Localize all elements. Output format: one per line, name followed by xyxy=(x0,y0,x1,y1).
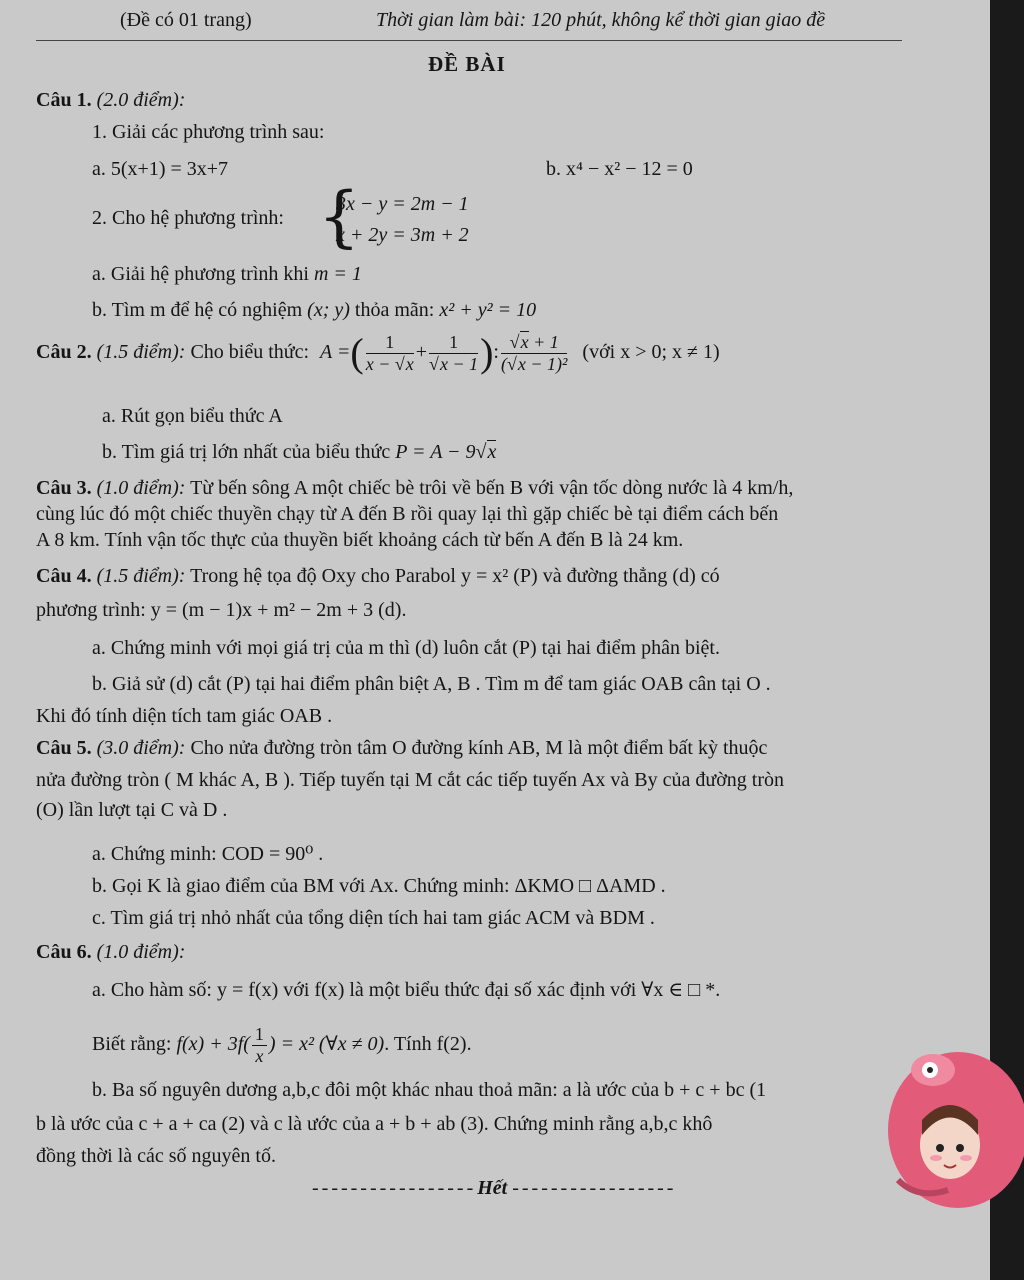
q1-part2-b-math2: x² + y² = 10 xyxy=(439,299,537,321)
q4-line1 xyxy=(36,564,720,588)
q2-colon: : xyxy=(493,340,499,363)
q4-line2: phương trình: y = (m − 1)x + m² − 2m + 3 (d). xyxy=(36,599,407,621)
q1-part1-b: b. x⁴ − x² − 12 = 0 xyxy=(546,158,693,180)
q2-part-b-math: P = A − 9 xyxy=(395,441,476,463)
q4-part-b2: Khi đó tính diện tích tam giác OAB . xyxy=(36,705,333,727)
q6-given-pre: Biết rằng: xyxy=(92,1032,172,1055)
q6-part-b2: b là ước của c + a + ca (2) và c là ước của a + b + ab (3). Chứng minh rằng a,b,c khô xyxy=(36,1113,713,1135)
q2-frac1-sqrt: x xyxy=(405,353,414,374)
footer-dash-left: - - - - - - - - - - - - - - - - - xyxy=(312,1177,473,1199)
q2-frac3-sqrt: x xyxy=(520,332,529,352)
q1-system-eq2: x + 2y = 3m + 2 xyxy=(336,224,469,246)
q2-plus: + xyxy=(415,340,428,363)
q1-part2-b-text2: thỏa mãn: xyxy=(354,299,435,321)
header-time: Thời gian làm bài: 120 phút, không kể thời gian giao đề xyxy=(376,9,826,31)
q1-part2-intro: 2. Cho hệ phương trình: xyxy=(92,207,284,229)
q5-part-c: c. Tìm giá trị nhỏ nhất của tổng diện tích hai tam giác ACM và BDM . xyxy=(92,907,655,929)
q6-part-b1: b. Ba số nguyên dương a,b,c đôi một khác nhau thoả mãn: a là ước của b + c + bc (1 xyxy=(92,1079,767,1101)
q3-line1 xyxy=(36,476,793,500)
q2-frac1 xyxy=(366,332,414,374)
q6-label: Câu 6. xyxy=(36,941,92,963)
q2-frac1-num: 1 xyxy=(366,332,414,354)
q1-part2-a-math: m = 1 xyxy=(313,263,362,285)
q2-part-b-text: b. Tìm giá trị lớn nhất của biểu thức xyxy=(102,441,391,463)
q1-part1-a: a. 5(x+1) = 3x+7 xyxy=(92,158,229,180)
open-paren: ( xyxy=(350,330,364,376)
q2-intro: Cho biểu thức: xyxy=(190,340,310,363)
q1-part2-b-math1: (x; y) xyxy=(307,299,350,321)
q3-line3: A 8 km. Tính vận tốc thực của thuyền biết khoảng cách từ bến A đến B là 24 km. xyxy=(36,529,684,551)
q2-frac3-num: √x + 1 xyxy=(501,332,567,354)
q2-frac3-den-pre: ( xyxy=(500,353,507,374)
q1-part2-b xyxy=(92,298,536,322)
q5-text1: Cho nửa đường tròn tâm O đường kính AB, M là một điểm bất kỳ thuộc xyxy=(190,737,768,759)
q5-points: (3.0 điểm): xyxy=(96,737,186,759)
q2-part-a: a. Rút gọn biểu thức A xyxy=(102,405,283,427)
q4-part-a: a. Chứng minh với mọi giá trị của m thì (d) luôn cắt (P) tại hai điểm phân biệt. xyxy=(92,637,720,659)
q2-line xyxy=(36,332,720,374)
q6-given-frac-num: 1 xyxy=(252,1024,267,1046)
q1-part2-a xyxy=(92,262,362,286)
q1-system-eq1: 3x − y = 2m − 1 xyxy=(336,193,469,215)
q6-given-frac-den: x xyxy=(255,1045,264,1066)
q3-line2: cùng lúc đó một chiếc thuyền chạy từ A đến B rồi quay lại thì gặp chiếc bè tại điểm cách bến xyxy=(36,503,779,525)
footer-dash-right: - - - - - - - - - - - - - - - - - xyxy=(512,1177,673,1199)
q2-frac3-den-post: − 1)² xyxy=(525,353,568,374)
q6-given xyxy=(92,1024,472,1066)
q2-frac3-num-post: + 1 xyxy=(528,332,559,352)
q2-frac2-den: √x − 1 xyxy=(429,353,479,374)
q1-heading xyxy=(36,88,185,112)
q1-part1: 1. Giải các phương trình sau: xyxy=(92,121,325,143)
footer-end-label: Hết xyxy=(477,1177,508,1199)
q6-heading xyxy=(36,940,185,964)
q6-given-post: . Tính f(2). xyxy=(384,1032,472,1055)
q6-given-frac xyxy=(252,1024,267,1066)
q5-line2: nửa đường tròn ( M khác A, B ). Tiếp tuyến tại M cắt các tiếp tuyến Ax và By của đường tròn xyxy=(36,769,784,791)
q1-points: (2.0 điểm): xyxy=(96,89,186,111)
header-divider xyxy=(36,40,902,41)
q2-frac3 xyxy=(501,332,567,374)
q6-points: (1.0 điểm): xyxy=(96,941,186,963)
close-paren: ) xyxy=(480,330,494,376)
q2-frac3-den: (√x − 1)² xyxy=(500,353,568,374)
q6-given-math2: ) = x² (∀x ≠ 0) xyxy=(268,1032,385,1055)
q2-label: Câu 2. xyxy=(36,340,92,363)
q5-part-a: a. Chứng minh: COD = 90⁰ . xyxy=(92,843,324,865)
q6-part-b3: đồng thời là các số nguyên tố. xyxy=(36,1145,276,1167)
q2-a-eq: A = xyxy=(320,340,351,363)
q2-part-b-sqrt: x xyxy=(487,441,497,463)
header-pages: (Đề có 01 trang) xyxy=(120,9,252,31)
q1-label: Câu 1. xyxy=(36,89,92,111)
system-brace: { xyxy=(318,178,360,255)
page-title: ĐỀ BÀI xyxy=(428,52,506,76)
q3-points: (1.0 điểm): xyxy=(96,477,186,499)
q4-part-b1: b. Giả sử (d) cắt (P) tại hai điểm phân biệt A, B . Tìm m để tam giác OAB cân tại O . xyxy=(92,673,771,695)
q1-part2-a-text: a. Giải hệ phương trình khi xyxy=(92,263,309,285)
q2-frac2 xyxy=(429,332,478,374)
q4-points: (1.5 điểm): xyxy=(96,565,186,587)
q5-line3: (O) lần lượt tại C và D . xyxy=(36,799,228,821)
q2-frac1-den-pre: x − xyxy=(365,353,395,374)
q3-label: Câu 3. xyxy=(36,477,92,499)
q2-condition: (với x > 0; x ≠ 1) xyxy=(582,340,720,363)
q2-part-b: b. Tìm giá trị lớn nhất của biểu thức P = A − 9√x xyxy=(102,441,497,463)
cartoon-sticker-icon xyxy=(878,1040,1024,1210)
q5-label: Câu 5. xyxy=(36,737,92,759)
footer-end xyxy=(312,1176,672,1200)
q5-part-b: b. Gọi K là giao điểm của BM với Ax. Chứng minh: ΔKMO □ ΔAMD . xyxy=(92,875,666,897)
q2-frac2-sqrt: x xyxy=(439,353,448,374)
q6-part-a: a. Cho hàm số: y = f(x) với f(x) là một biểu thức đại số xác định với ∀x ∈ □ *. xyxy=(92,979,721,1001)
q4-text1: Trong hệ tọa độ Oxy cho Parabol y = x² (P) và đường thẳng (d) có xyxy=(190,565,720,587)
q5-line1 xyxy=(36,736,767,760)
q1-part2-b-text: b. Tìm m để hệ có nghiệm xyxy=(92,299,303,321)
q2-frac1-den: x − √x xyxy=(365,353,414,374)
q2-frac3-den-sqrt: x xyxy=(517,353,526,374)
q3-text1: Từ bến sông A một chiếc bè trôi về bến B với vận tốc dòng nước là 4 km/h, xyxy=(190,477,794,499)
q2-frac2-num: 1 xyxy=(429,332,478,354)
q4-label: Câu 4. xyxy=(36,565,92,587)
q6-given-math1: f(x) + 3f( xyxy=(176,1032,250,1055)
q2-frac2-den-post: − 1 xyxy=(447,353,479,374)
q2-points: (1.5 điểm): xyxy=(96,340,186,363)
